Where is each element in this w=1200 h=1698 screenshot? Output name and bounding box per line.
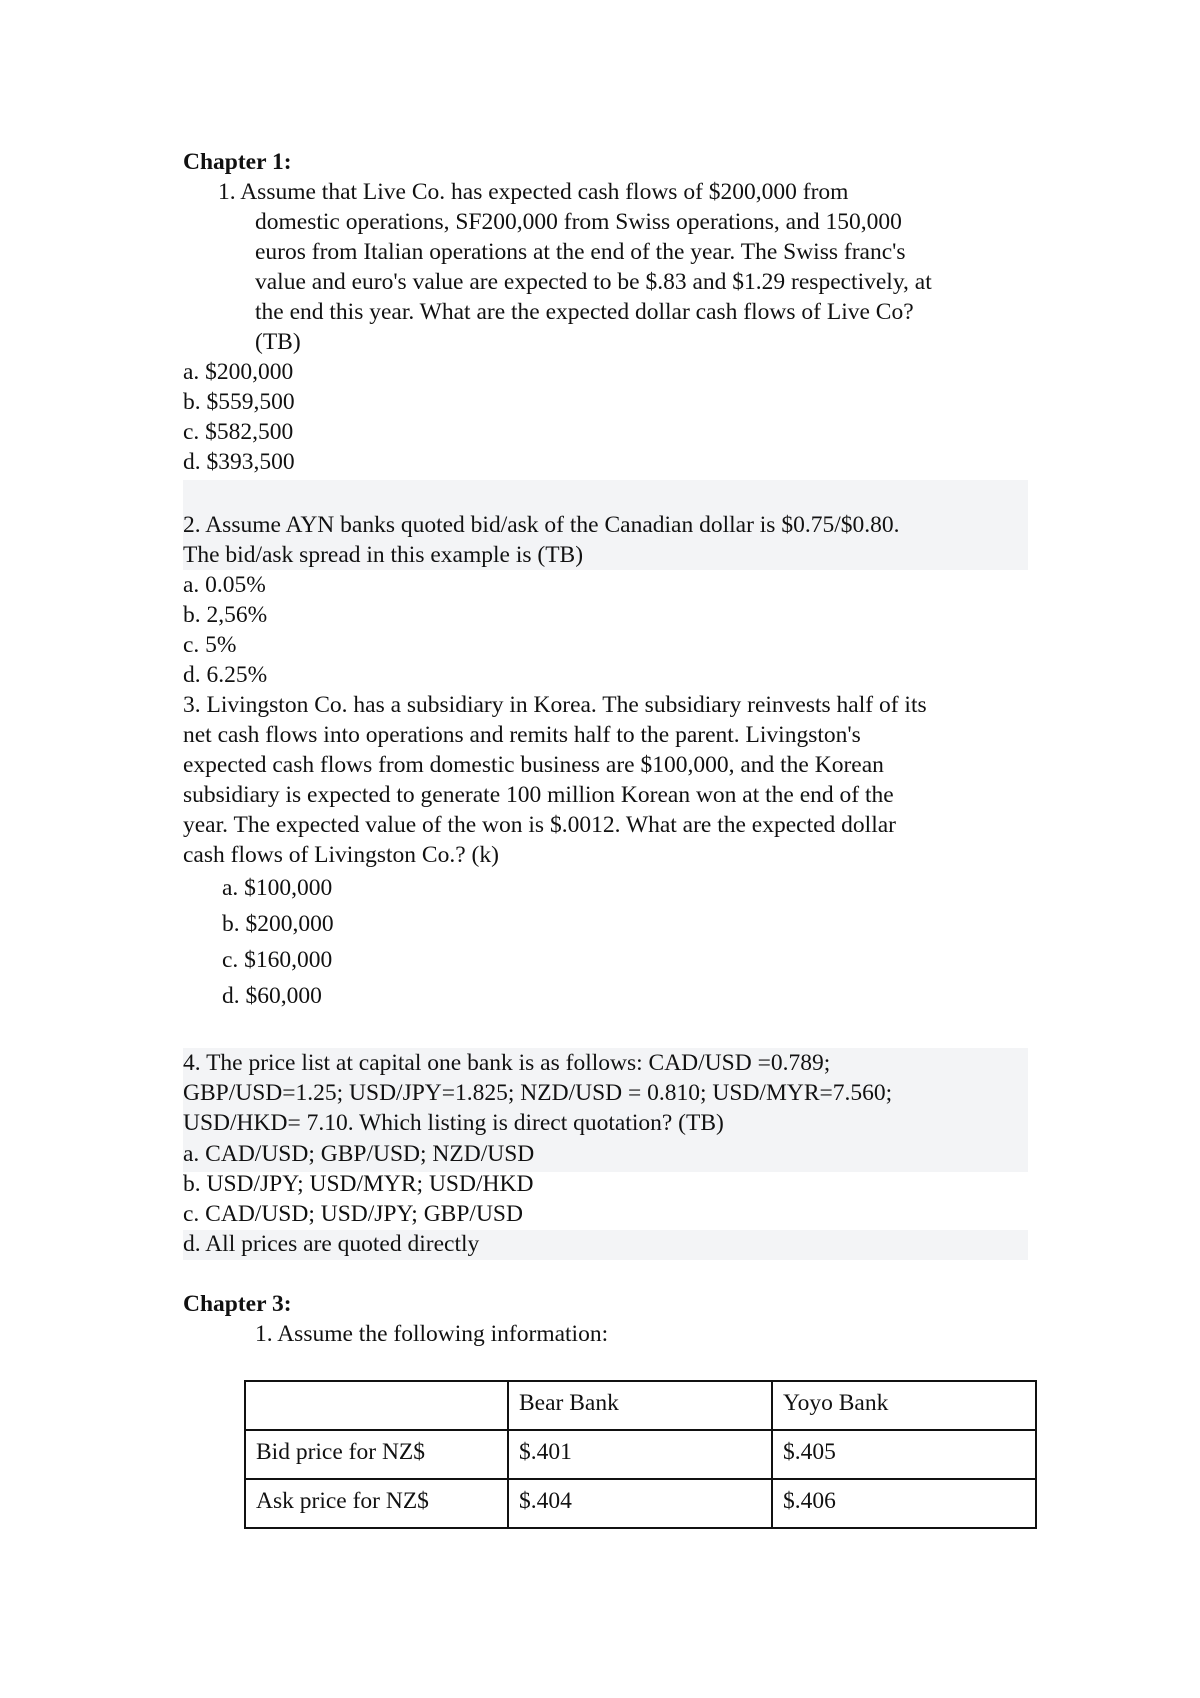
table-cell: $.401 bbox=[508, 1430, 772, 1479]
question-4-option: d. All prices are quoted directly bbox=[183, 1231, 480, 1257]
table-header-bear-bank: Bear Bank bbox=[508, 1381, 772, 1430]
question-4-line: GBP/USD=1.25; USD/JPY=1.825; NZD/USD = 0.810; USD/MYR=7.560; bbox=[183, 1080, 893, 1106]
question-1-option: c. $582,500 bbox=[183, 419, 294, 445]
question-2-option: a. 0.05% bbox=[183, 572, 266, 598]
question-3-line: cash flows of Livingston Co.? (k) bbox=[183, 842, 499, 868]
question-4-option: a. CAD/USD; GBP/USD; NZD/USD bbox=[183, 1141, 535, 1167]
question-2-option: b. 2,56% bbox=[183, 602, 268, 628]
question-4-option: b. USD/JPY; USD/MYR; USD/HKD bbox=[183, 1171, 534, 1197]
question-4-option: c. CAD/USD; USD/JPY; GBP/USD bbox=[183, 1201, 523, 1227]
question-2-option: c. 5% bbox=[183, 632, 237, 658]
question-1-line: the end this year. What are the expected dollar cash flows of Live Co? bbox=[255, 299, 914, 325]
table-header-row bbox=[245, 1381, 1036, 1430]
question-4-line: 4. The price list at capital one bank is as follows: CAD/USD =0.789; bbox=[183, 1050, 831, 1076]
question-1-option: a. $200,000 bbox=[183, 359, 294, 385]
table-cell bbox=[245, 1381, 508, 1430]
question-3-option: a. $100,000 bbox=[222, 875, 333, 901]
question-2-option: d. 6.25% bbox=[183, 662, 268, 688]
chapter-1-heading: Chapter 1: bbox=[183, 149, 292, 175]
question-1-line: (TB) bbox=[255, 329, 301, 355]
question-4-line: USD/HKD= 7.10. Which listing is direct quotation? (TB) bbox=[183, 1110, 724, 1136]
question-3-line: year. The expected value of the won is $.0012. What are the expected dollar bbox=[183, 812, 896, 838]
table-cell: $.406 bbox=[772, 1479, 1036, 1528]
question-2-line: 2. Assume AYN banks quoted bid/ask of the Canadian dollar is $0.75/$0.80. bbox=[183, 512, 900, 538]
bank-quotes-table bbox=[244, 1380, 1037, 1529]
question-3-line: subsidiary is expected to generate 100 million Korean won at the end of the bbox=[183, 782, 894, 808]
question-2-line: The bid/ask spread in this example is (TB) bbox=[183, 542, 584, 568]
question-1-line: 1. Assume that Live Co. has expected cash flows of $200,000 from bbox=[218, 179, 849, 205]
question-1-option: b. $559,500 bbox=[183, 389, 295, 415]
question-1-option: d. $393,500 bbox=[183, 449, 295, 475]
table-cell: $.405 bbox=[772, 1430, 1036, 1479]
chapter-3-heading: Chapter 3: bbox=[183, 1291, 292, 1317]
table-row bbox=[245, 1479, 1036, 1528]
question-1-line: euros from Italian operations at the end of the year. The Swiss franc's bbox=[255, 239, 906, 265]
table-row-label: Bid price for NZ$ bbox=[245, 1430, 508, 1479]
question-3-option: c. $160,000 bbox=[222, 947, 333, 973]
table-row-label: Ask price for NZ$ bbox=[245, 1479, 508, 1528]
table-row bbox=[245, 1430, 1036, 1479]
question-3-option: d. $60,000 bbox=[222, 983, 322, 1009]
chapter-3-question-1: 1. Assume the following information: bbox=[255, 1321, 609, 1347]
table-cell: $.404 bbox=[508, 1479, 772, 1528]
question-3-option: b. $200,000 bbox=[222, 911, 334, 937]
question-1-line: domestic operations, SF200,000 from Swiss operations, and 150,000 bbox=[255, 209, 902, 235]
question-1-line: value and euro's value are expected to be $.83 and $1.29 respectively, at bbox=[255, 269, 932, 295]
question-3-line: 3. Livingston Co. has a subsidiary in Korea. The subsidiary reinvests half of its bbox=[183, 692, 927, 718]
table-header-yoyo-bank: Yoyo Bank bbox=[772, 1381, 1036, 1430]
question-3-line: net cash flows into operations and remits half to the parent. Livingston's bbox=[183, 722, 861, 748]
question-3-line: expected cash flows from domestic business are $100,000, and the Korean bbox=[183, 752, 884, 778]
